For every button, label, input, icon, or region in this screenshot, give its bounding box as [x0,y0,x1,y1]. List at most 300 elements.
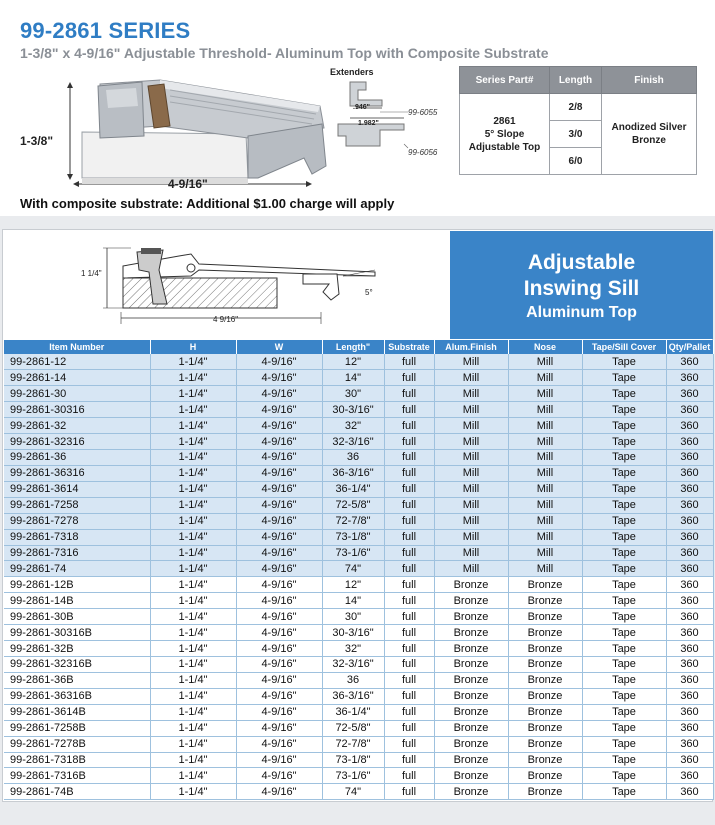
height-cell: 1-1/4" [150,768,236,784]
width-cell: 4-9/16" [236,545,322,561]
table-row [4,784,713,800]
finish-cell: Mill [434,418,508,434]
header-qty-pallet: Qty/Pallet [666,340,713,354]
length-cell: 73-1/8" [322,752,384,768]
substrate-cell: full [384,545,434,561]
table-row [4,513,713,529]
qty-cell: 360 [666,465,713,481]
length-cell: 36-3/16" [322,688,384,704]
banner-subtitle: Aluminum Top [526,304,637,321]
table-row [4,545,713,561]
height-cell: 1-1/4" [150,402,236,418]
width-cell: 4-9/16" [236,577,322,593]
nose-cell: Mill [508,497,582,513]
nose-cell: Bronze [508,641,582,657]
spec-header-length: Length [550,67,602,94]
width-cell: 4-9/16" [236,497,322,513]
qty-cell: 360 [666,370,713,386]
length-cell: 12" [322,577,384,593]
length-cell: 36-1/4" [322,481,384,497]
extender-part-2: 99-6056 [408,148,438,157]
banner-title-line-2: Inswing Sill [523,277,640,300]
height-cell: 1-1/4" [150,481,236,497]
table-row [4,736,713,752]
height-cell: 1-1/4" [150,688,236,704]
qty-cell: 360 [666,529,713,545]
width-cell: 4-9/16" [236,688,322,704]
width-cell: 4-9/16" [236,354,322,370]
series-title: 99-2861 SERIES [20,18,191,43]
length-cell: 36-3/16" [322,465,384,481]
height-cell: 1-1/4" [150,418,236,434]
finish-cell: Bronze [434,593,508,609]
width-cell: 4-9/16" [236,593,322,609]
spec-length-cell: 3/0 [550,121,602,148]
tape-cell: Tape [582,736,666,752]
tape-cell: Tape [582,386,666,402]
substrate-cell: full [384,497,434,513]
length-cell: 72-5/8" [322,720,384,736]
tape-cell: Tape [582,784,666,800]
tape-cell: Tape [582,513,666,529]
table-row [4,641,713,657]
item-number-cell: 99-2861-36B [4,672,150,688]
table-row [4,386,713,402]
qty-cell: 360 [666,513,713,529]
item-number-cell: 99-2861-30316 [4,402,150,418]
length-cell: 32-3/16" [322,657,384,673]
sill-slope-label: 5° [365,288,373,297]
substrate-cell: full [384,450,434,466]
substrate-cell: full [384,704,434,720]
nose-cell: Mill [508,450,582,466]
nose-cell: Mill [508,402,582,418]
item-number-cell: 99-2861-14 [4,370,150,386]
length-cell: 72-7/8" [322,513,384,529]
nose-cell: Bronze [508,672,582,688]
extenders-label: Extenders [330,67,374,77]
width-cell: 4-9/16" [236,736,322,752]
finish-cell: Bronze [434,720,508,736]
spec-header-finish: Finish [602,67,697,94]
finish-cell: Bronze [434,625,508,641]
height-cell: 1-1/4" [150,704,236,720]
table-row [4,434,713,450]
item-number-cell: 99-2861-14B [4,593,150,609]
item-number-cell: 99-2861-32B [4,641,150,657]
width-cell: 4-9/16" [236,625,322,641]
nose-cell: Bronze [508,593,582,609]
tape-cell: Tape [582,450,666,466]
substrate-cell: full [384,641,434,657]
table-row [4,672,713,688]
height-cell: 1-1/4" [150,784,236,800]
finish-cell: Mill [434,481,508,497]
header-nose: Nose [508,340,582,354]
length-cell: 74" [322,784,384,800]
item-number-cell: 99-2861-7318 [4,529,150,545]
finish-cell: Mill [434,370,508,386]
composite-substrate-note: With composite substrate: Additional $1.00 charge will apply [20,196,395,211]
finish-cell: Mill [434,561,508,577]
banner-title-line-1: Adjustable [527,251,636,274]
substrate-cell: full [384,465,434,481]
nose-cell: Mill [508,418,582,434]
substrate-cell: full [384,768,434,784]
qty-cell: 360 [666,577,713,593]
length-cell: 72-7/8" [322,736,384,752]
finish-cell: Bronze [434,641,508,657]
qty-cell: 360 [666,720,713,736]
item-number-cell: 99-2861-7318B [4,752,150,768]
nose-cell: Mill [508,545,582,561]
qty-cell: 360 [666,497,713,513]
substrate-cell: full [384,720,434,736]
finish-cell: Mill [434,386,508,402]
width-cell: 4-9/16" [236,465,322,481]
table-row [4,768,713,784]
table-row [4,577,713,593]
substrate-cell: full [384,609,434,625]
extender-dimension-2: 1.982" [358,120,379,127]
spec-series-part-cell [460,94,550,175]
nose-cell: Bronze [508,577,582,593]
item-number-cell: 99-2861-32 [4,418,150,434]
substrate-cell: full [384,672,434,688]
item-number-cell: 99-2861-32316 [4,434,150,450]
finish-cell: Mill [434,497,508,513]
finish-cell: Mill [434,513,508,529]
table-row [4,688,713,704]
length-cell: 12" [322,354,384,370]
nose-cell: Mill [508,513,582,529]
item-number-cell: 99-2861-7258B [4,720,150,736]
finish-cell: Bronze [434,577,508,593]
width-cell: 4-9/16" [236,370,322,386]
height-cell: 1-1/4" [150,752,236,768]
nose-cell: Bronze [508,704,582,720]
width-cell: 4-9/16" [236,672,322,688]
qty-cell: 360 [666,354,713,370]
substrate-cell: full [384,529,434,545]
substrate-cell: full [384,752,434,768]
item-number-cell: 99-2861-74B [4,784,150,800]
header-length: Length" [322,340,384,354]
height-cell: 1-1/4" [150,720,236,736]
finish-cell: Bronze [434,768,508,784]
substrate-cell: full [384,561,434,577]
substrate-cell: full [384,513,434,529]
length-cell: 73-1/6" [322,545,384,561]
qty-cell: 360 [666,768,713,784]
spec-header-series-part: Series Part# [460,67,550,94]
nose-cell: Bronze [508,688,582,704]
tape-cell: Tape [582,768,666,784]
item-number-cell: 99-2861-7258 [4,497,150,513]
substrate-cell: full [384,386,434,402]
nose-cell: Bronze [508,768,582,784]
item-number-cell: 99-2861-30 [4,386,150,402]
finish-cell: Mill [434,354,508,370]
finish-cell: Mill [434,450,508,466]
length-cell: 36 [322,672,384,688]
nose-cell: Bronze [508,752,582,768]
height-cell: 1-1/4" [150,577,236,593]
qty-cell: 360 [666,625,713,641]
length-cell: 30-3/16" [322,625,384,641]
tape-cell: Tape [582,545,666,561]
item-number-cell: 99-2861-7316 [4,545,150,561]
item-table-body [4,354,713,800]
width-cell: 4-9/16" [236,434,322,450]
tape-cell: Tape [582,641,666,657]
substrate-cell: full [384,370,434,386]
item-number-cell: 99-2861-74 [4,561,150,577]
series-subtitle: 1-3/8" x 4-9/16" Adjustable Threshold- Aluminum Top with Composite Substrate [20,45,549,61]
qty-cell: 360 [666,657,713,673]
length-cell: 30" [322,609,384,625]
item-number-cell: 99-2861-7278B [4,736,150,752]
sill-height-label: 1 1/4" [81,269,102,278]
width-cell: 4-9/16" [236,609,322,625]
tape-cell: Tape [582,752,666,768]
length-cell: 30-3/16" [322,402,384,418]
tape-cell: Tape [582,434,666,450]
finish-cell: Bronze [434,688,508,704]
width-cell: 4-9/16" [236,418,322,434]
spec-length-cell: 2/8 [550,94,602,121]
tape-cell: Tape [582,529,666,545]
table-row [4,752,713,768]
width-cell: 4-9/16" [236,402,322,418]
length-cell: 73-1/8" [322,529,384,545]
item-number-cell: 99-2861-12 [4,354,150,370]
qty-cell: 360 [666,561,713,577]
height-cell: 1-1/4" [150,386,236,402]
table-row [4,657,713,673]
item-number-cell: 99-2861-30B [4,609,150,625]
width-dimension-label: 4-9/16" [168,177,208,191]
tape-cell: Tape [582,418,666,434]
nose-cell: Mill [508,561,582,577]
table-row [4,593,713,609]
spec-finish-line: Bronze [632,135,666,146]
item-number-cell: 99-2861-30316B [4,625,150,641]
spec-part-slope: 5° Slope [484,128,525,140]
item-table-header-row [4,340,713,354]
height-cell: 1-1/4" [150,370,236,386]
qty-cell: 360 [666,434,713,450]
table-row [4,354,713,370]
qty-cell: 360 [666,545,713,561]
nose-cell: Mill [508,434,582,450]
length-cell: 30" [322,386,384,402]
width-cell: 4-9/16" [236,704,322,720]
spec-table-header-row [460,67,697,94]
tape-cell: Tape [582,402,666,418]
table-row [4,418,713,434]
tape-cell: Tape [582,672,666,688]
height-cell: 1-1/4" [150,434,236,450]
header-h: H [150,340,236,354]
substrate-cell: full [384,657,434,673]
height-cell: 1-1/4" [150,450,236,466]
table-row [4,625,713,641]
tape-cell: Tape [582,657,666,673]
table-row [4,370,713,386]
width-cell: 4-9/16" [236,784,322,800]
nose-cell: Bronze [508,657,582,673]
item-number-cell: 99-2861-7316B [4,768,150,784]
tape-cell: Tape [582,465,666,481]
nose-cell: Mill [508,370,582,386]
length-cell: 36-1/4" [322,704,384,720]
width-cell: 4-9/16" [236,529,322,545]
qty-cell: 360 [666,402,713,418]
table-row [4,481,713,497]
width-cell: 4-9/16" [236,450,322,466]
qty-cell: 360 [666,736,713,752]
qty-cell: 360 [666,450,713,466]
tape-cell: Tape [582,625,666,641]
substrate-cell: full [384,688,434,704]
width-cell: 4-9/16" [236,513,322,529]
spec-row [460,94,697,121]
height-cell: 1-1/4" [150,497,236,513]
header-tape-sill-cover: Tape/Sill Cover [582,340,666,354]
height-cell: 1-1/4" [150,513,236,529]
length-cell: 32" [322,418,384,434]
height-cell: 1-1/4" [150,736,236,752]
qty-cell: 360 [666,609,713,625]
length-cell: 32" [322,641,384,657]
item-number-cell: 99-2861-12B [4,577,150,593]
item-number-cell: 99-2861-3614B [4,704,150,720]
tape-cell: Tape [582,720,666,736]
table-row [4,497,713,513]
nose-cell: Bronze [508,720,582,736]
table-row [4,402,713,418]
nose-cell: Mill [508,481,582,497]
tape-cell: Tape [582,704,666,720]
tape-cell: Tape [582,609,666,625]
extender-dimension-1: .946" [353,104,370,111]
tape-cell: Tape [582,481,666,497]
spec-finish-line: Anodized Silver [611,122,687,133]
table-row [4,609,713,625]
spec-finish-cell [602,94,697,175]
height-cell: 1-1/4" [150,529,236,545]
nose-cell: Mill [508,529,582,545]
length-cell: 36 [322,450,384,466]
length-cell: 14" [322,593,384,609]
tape-cell: Tape [582,497,666,513]
substrate-cell: full [384,481,434,497]
height-cell: 1-1/4" [150,465,236,481]
length-cell: 32-3/16" [322,434,384,450]
header-w: W [236,340,322,354]
table-row [4,720,713,736]
table-row [4,704,713,720]
qty-cell: 360 [666,386,713,402]
extender-part-1: 99-6055 [408,108,438,117]
substrate-cell: full [384,736,434,752]
sill-banner [450,231,713,339]
width-cell: 4-9/16" [236,768,322,784]
qty-cell: 360 [666,481,713,497]
substrate-cell: full [384,593,434,609]
item-number-cell: 99-2861-36316B [4,688,150,704]
height-cell: 1-1/4" [150,657,236,673]
substrate-cell: full [384,577,434,593]
finish-cell: Bronze [434,752,508,768]
tape-cell: Tape [582,354,666,370]
finish-cell: Mill [434,402,508,418]
substrate-cell: full [384,434,434,450]
spec-length-cell: 6/0 [550,148,602,175]
nose-cell: Mill [508,465,582,481]
header-alum-finish: Alum.Finish [434,340,508,354]
item-number-cell: 99-2861-32316B [4,657,150,673]
width-cell: 4-9/16" [236,657,322,673]
spec-part-type: Adjustable Top [468,141,541,153]
sill-width-label: 4 9/16" [213,315,239,324]
qty-cell: 360 [666,641,713,657]
width-cell: 4-9/16" [236,386,322,402]
series-spec-table [459,66,697,175]
table-row [4,561,713,577]
width-cell: 4-9/16" [236,720,322,736]
length-cell: 73-1/6" [322,768,384,784]
length-cell: 74" [322,561,384,577]
item-number-cell: 99-2861-36316 [4,465,150,481]
nose-cell: Bronze [508,736,582,752]
item-number-cell: 99-2861-36 [4,450,150,466]
qty-cell: 360 [666,672,713,688]
qty-cell: 360 [666,593,713,609]
substrate-cell: full [384,418,434,434]
substrate-cell: full [384,354,434,370]
nose-cell: Mill [508,354,582,370]
width-cell: 4-9/16" [236,561,322,577]
finish-cell: Mill [434,545,508,561]
length-cell: 72-5/8" [322,497,384,513]
qty-cell: 360 [666,752,713,768]
length-cell: 14" [322,370,384,386]
width-cell: 4-9/16" [236,752,322,768]
header-item-number: Item Number [4,340,150,354]
substrate-cell: full [384,402,434,418]
finish-cell: Mill [434,529,508,545]
nose-cell: Mill [508,386,582,402]
qty-cell: 360 [666,688,713,704]
table-row [4,450,713,466]
finish-cell: Mill [434,434,508,450]
product-header-panel [0,0,715,216]
height-cell: 1-1/4" [150,625,236,641]
header-substrate: Substrate [384,340,434,354]
nose-cell: Bronze [508,609,582,625]
qty-cell: 360 [666,704,713,720]
spec-part-number: 2861 [493,115,516,127]
threshold-profile-drawing [20,66,440,196]
finish-cell: Bronze [434,609,508,625]
table-row [4,465,713,481]
qty-cell: 360 [666,418,713,434]
height-dimension-label: 1-3/8" [20,134,54,148]
height-cell: 1-1/4" [150,561,236,577]
item-number-cell: 99-2861-7278 [4,513,150,529]
